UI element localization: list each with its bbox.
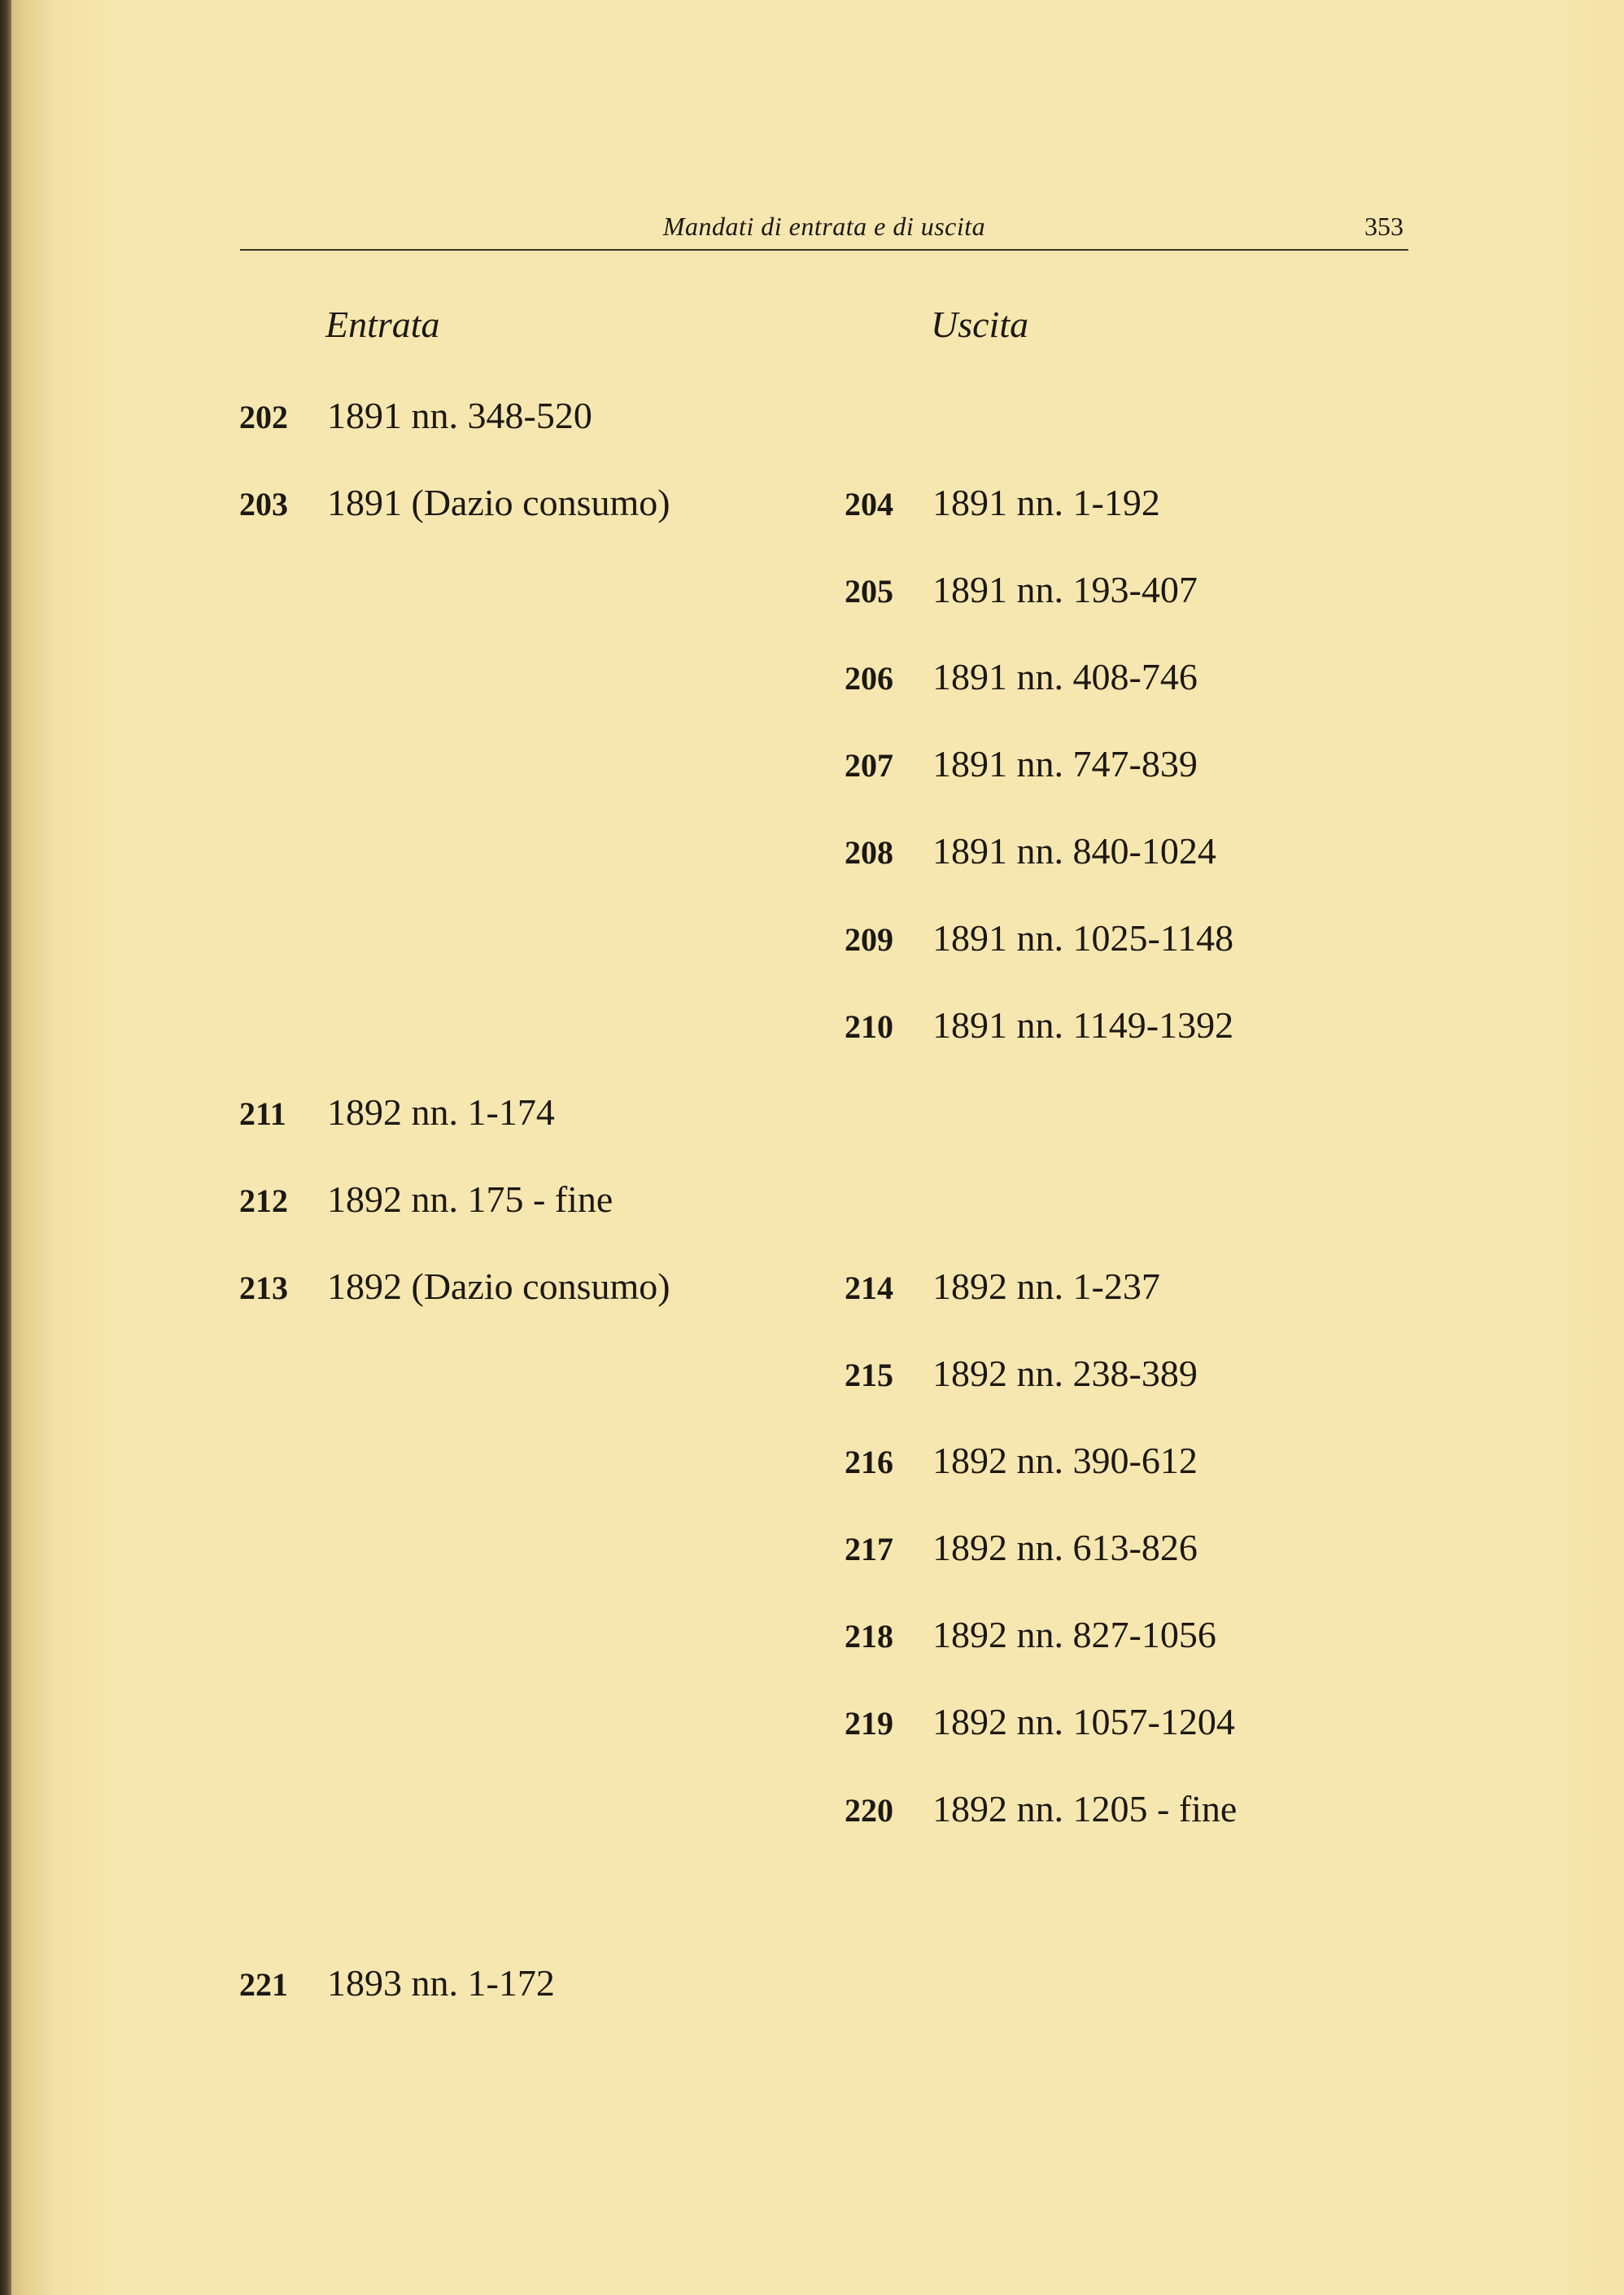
entry-number: 202	[239, 399, 288, 435]
list-item	[845, 1692, 1414, 1779]
list-item	[845, 821, 1414, 908]
entry-number: 221	[239, 1966, 288, 2003]
entry-number: 208	[845, 834, 893, 871]
entry-number: 217	[845, 1531, 893, 1567]
list-item	[845, 1779, 1414, 1866]
list-item	[845, 647, 1414, 734]
entry-description: 1891 nn. 1-192	[932, 482, 1160, 523]
entry-number: 209	[845, 921, 893, 958]
entry-description: 1892 nn. 827-1056	[932, 1614, 1216, 1655]
list-item	[845, 1344, 1414, 1431]
entry-description: 1892 (Dazio consumo)	[327, 1266, 670, 1307]
entry-description: 1892 nn. 1-174	[327, 1091, 555, 1133]
entry-number: 204	[845, 486, 893, 522]
entry-description: 1891 nn. 408-746	[932, 656, 1198, 697]
list-item	[845, 560, 1414, 647]
entry-number: 210	[845, 1008, 893, 1045]
entry-description: 1891 nn. 348-520	[327, 395, 592, 436]
entry-number: 206	[845, 660, 893, 697]
entry-number: 220	[845, 1792, 893, 1829]
entry-description: 1891 nn. 747-839	[932, 743, 1198, 785]
entry-number: 215	[845, 1357, 893, 1393]
header-rule	[240, 249, 1408, 251]
uscita-list	[845, 386, 1414, 1866]
entry-description: 1891 (Dazio consumo)	[327, 482, 670, 523]
list-item	[845, 995, 1414, 1082]
entry-number: 216	[845, 1444, 893, 1480]
entry-description: 1891 nn. 840-1024	[932, 830, 1216, 872]
entry-number: 212	[239, 1182, 288, 1219]
list-item	[239, 386, 809, 473]
entry-number: 219	[845, 1705, 893, 1742]
entrata-heading: Entrata	[325, 304, 440, 345]
list-item	[239, 1169, 809, 1257]
list-item	[845, 1605, 1414, 1692]
book-spine-shadow	[0, 0, 11, 2295]
list-item	[845, 1257, 1414, 1344]
list-item	[845, 473, 1414, 560]
entry-description: 1891 nn. 1149-1392	[932, 1004, 1234, 1046]
entry-description: 1892 nn. 1205 - fine	[932, 1788, 1238, 1829]
entry-description: 1891 nn. 193-407	[932, 569, 1198, 610]
entry-description: 1892 nn. 238-389	[932, 1353, 1198, 1394]
entry-number: 205	[845, 573, 893, 610]
entrata-list	[239, 386, 809, 2040]
entry-number: 213	[239, 1270, 288, 1306]
entry-description: 1892 nn. 390-612	[932, 1440, 1198, 1481]
entry-description: 1892 nn. 1-237	[932, 1266, 1160, 1307]
entry-number: 211	[239, 1095, 286, 1132]
entry-number: 214	[845, 1270, 893, 1306]
entry-number: 203	[239, 486, 288, 522]
entry-number: 218	[845, 1618, 893, 1655]
header-title: Mandati di entrata e di uscita	[662, 212, 986, 241]
entry-number: 207	[845, 747, 893, 784]
uscita-heading: Uscita	[931, 304, 1029, 345]
list-item	[845, 1431, 1414, 1518]
list-item	[239, 1953, 809, 2040]
list-item	[845, 734, 1414, 821]
entry-description: 1892 nn. 613-826	[932, 1527, 1198, 1568]
entry-description: 1892 nn. 175 - fine	[327, 1178, 613, 1220]
running-header	[240, 205, 1408, 247]
list-item	[845, 908, 1414, 995]
page-number: 353	[1364, 212, 1404, 241]
entry-description: 1891 nn. 1025-1148	[932, 917, 1234, 959]
list-item	[239, 1082, 809, 1169]
list-item	[239, 473, 809, 560]
entry-description: 1892 nn. 1057-1204	[932, 1701, 1235, 1742]
list-item	[239, 1257, 809, 1344]
list-item	[845, 1518, 1414, 1605]
entry-description: 1893 nn. 1-172	[327, 1962, 555, 2004]
